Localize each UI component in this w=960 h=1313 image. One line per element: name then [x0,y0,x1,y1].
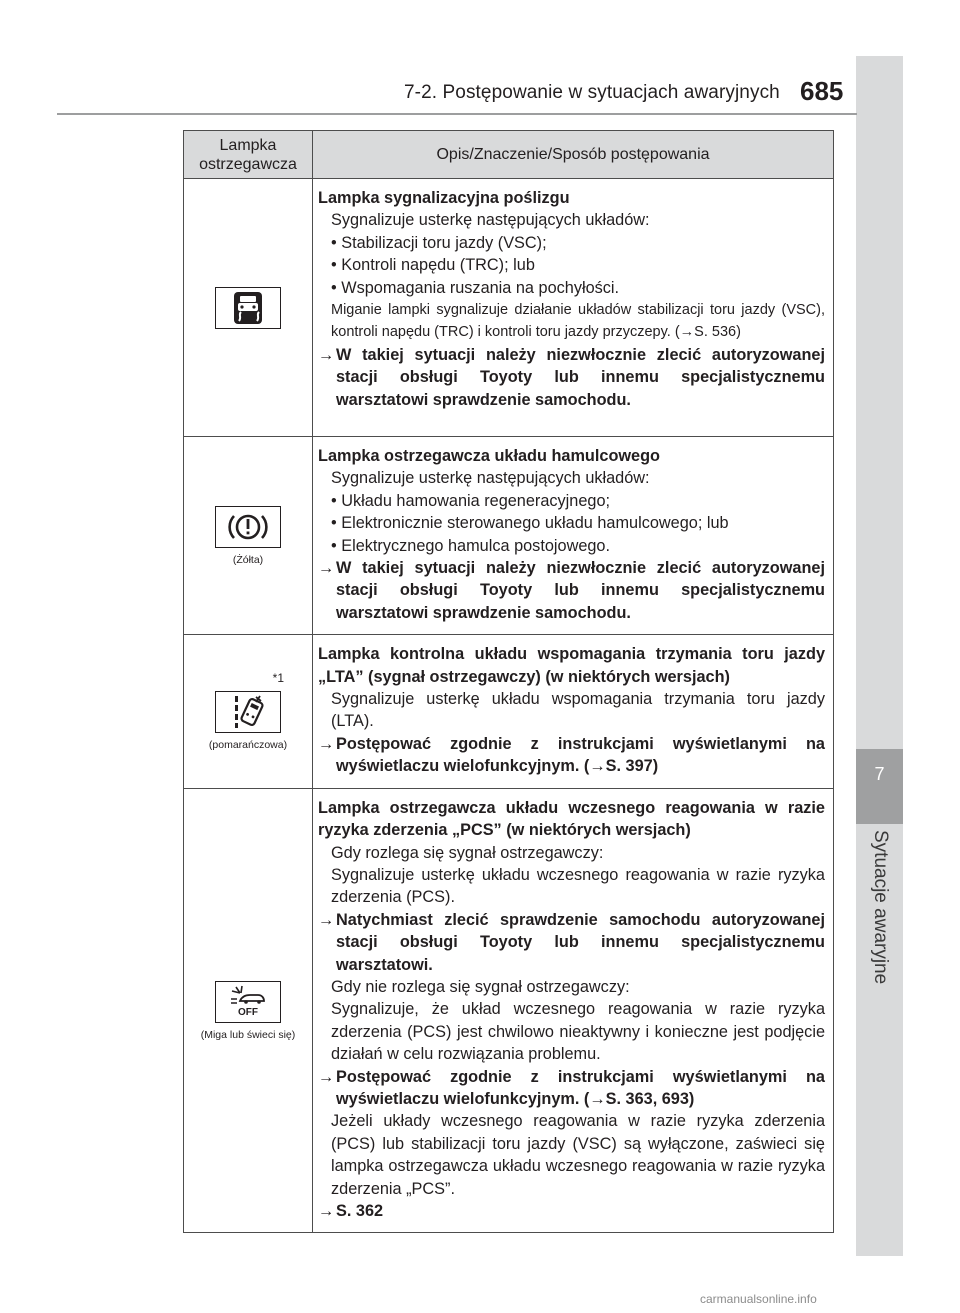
section-title: 7-2. Postępowanie w sytuacjach awaryjnych [404,82,780,103]
arrow-icon: → [589,1089,606,1108]
action-line [318,1200,825,1222]
action-line [318,1066,825,1111]
warning-lights-table [183,130,834,1233]
lamp-title: Lampka ostrzegawcza układu hamulcowego [318,447,660,465]
text-line: Miganie lampki sygnalizuje działanie układów stabilizacji toru jazdy (VSC), kontroli napędu (TRC) i kontroli toru jazdy przyczepy. (→S. 536) [331,302,825,341]
arrow-icon: → [318,1067,335,1086]
header-rule [57,113,857,115]
page-reference: S. 397) [605,757,659,776]
table-row [184,179,834,437]
column-header-lamp: Lampka ostrzegawcza [184,131,313,179]
description-cell [313,179,834,437]
text-line: Gdy rozlega się sygnał ostrzegawczy: [331,843,604,862]
arrow-icon: → [318,345,335,364]
lamp-cell [184,179,313,437]
table-header-row [184,131,834,179]
lamp-cell [184,635,313,788]
arrow-icon: → [318,734,335,753]
text-line: Jeżeli układy wczesnego reagowania w razie ryzyka zderzenia (PCS) lub stabilizacji toru jazdy (VSC) są wyłączone, zaświeci się lampka ostrzegawcza układu wczesnego reagowania w razie ryzyka zderzenia „PCS”. [331,1112,825,1198]
arrow-icon: → [318,910,335,929]
chapter-number: 7 [874,764,885,784]
lamp-cell [184,788,313,1233]
text-line: Sygnalizuje, że układ wczesnego reagowania w razie ryzyka zderzenia (PCS) jest chwilowo nieaktywny i konieczne jest podjęcie działań w celu rozwiązania problemu. [331,1000,825,1064]
chapter-tab [856,749,903,824]
lamp-title: Lampka ostrzegawcza układu wczesnego reagowania w razie ryzyka zderzenia „PCS” (w niektórych wersjach) [318,798,825,840]
action-line [318,344,825,411]
brake-warning-icon [215,506,281,548]
arrow-icon: → [318,559,335,578]
list-item: • Wspomagania ruszania na pochyłości. [331,278,620,297]
action-text: W takiej sytuacji należy niezwłocznie zlecić autoryzowanej stacji obsługi Toyoty lub innemu specjalistycznemu warsztatowi sprawdzenie samochodu. [336,559,825,622]
slip-indicator-icon [215,287,281,329]
off-label: OFF [238,1007,258,1019]
lamp-caption: (pomarańczowa) [208,739,288,752]
watermark-footer: carmanualsonline.info [700,1292,817,1306]
lamp-cell [184,437,313,635]
action-line [318,557,825,624]
page-reference: S. 363, 693) [605,1089,695,1108]
action-text [336,733,825,778]
list-item: • Układu hamowania regeneracyjnego; [331,491,611,510]
arrow-icon: → [589,757,606,776]
arrow-icon: → [318,1202,335,1220]
footnote-mark: *1 [272,671,284,686]
table-row [184,788,834,1233]
action-text: W takiej sytuacji należy niezwłocznie zlecić autoryzowanej stacji obsługi Toyoty lub innemu specjalistycznemu warsztatowi sprawdzenie samochodu. [336,345,825,409]
lta-icon [215,691,281,733]
text-line: Sygnalizuje usterkę następujących układów: [331,211,650,230]
text-line: Sygnalizuje usterkę następujących układów: [331,469,650,488]
side-tab-bar [856,56,903,1256]
action-text-part: Postępować zgodnie z instrukcjami wyświetlanymi na wyświetlaczu wielofunkcyjnym. ( [336,1067,825,1108]
action-text-part: Postępować zgodnie z instrukcjami wyświetlanymi na wyświetlaczu wielofunkcyjnym. ( [336,734,825,776]
action-text [336,1066,825,1111]
pcs-off-icon [215,981,281,1023]
action-text: Natychmiast zlecić sprawdzenie samochodu autoryzowanej stacji obsługi Toyoty lub innemu specjalistycznemu warsztatowi. [336,910,825,974]
description-cell [313,437,834,635]
list-item: • Elektrycznego hamulca postojowego. [331,536,611,555]
description-cell [313,635,834,788]
description-cell [313,788,834,1233]
text-line: Sygnalizuje usterkę układu wczesnego reagowania w razie ryzyka zderzenia (PCS). [331,865,825,907]
page-number: 685 [800,76,844,106]
action-line [318,909,825,976]
lamp-caption: (Żółta) [232,553,264,566]
list-item: • Kontroli napędu (TRC); lub [331,256,535,275]
column-header-description: Opis/Znaczenie/Sposób postępowania [313,131,834,179]
text-line: Gdy nie rozlega się sygnał ostrzegawczy: [331,977,630,996]
lamp-caption: (Miga lub świeci się) [200,1028,296,1041]
list-item: • Stabilizacji toru jazdy (VSC); [331,233,547,252]
text-line: Sygnalizuje usterkę układu wspomagania trzymania toru jazdy (LTA). [331,690,825,731]
lamp-title: Lampka sygnalizacyjna poślizgu [318,189,570,207]
page-reference: S. 362 [336,1202,384,1220]
lamp-title: Lampka kontrolna układu wspomagania trzymania toru jazdy „LTA” (sygnał ostrzegawczy) (w niektórych wersjach) [318,645,825,686]
list-item: • Elektronicznie sterowanego układu hamulcowego; lub [331,514,729,533]
action-line [318,733,825,778]
table-row [184,635,834,788]
chapter-label: Sytuacje awaryjne [870,830,891,985]
table-row [184,437,834,635]
